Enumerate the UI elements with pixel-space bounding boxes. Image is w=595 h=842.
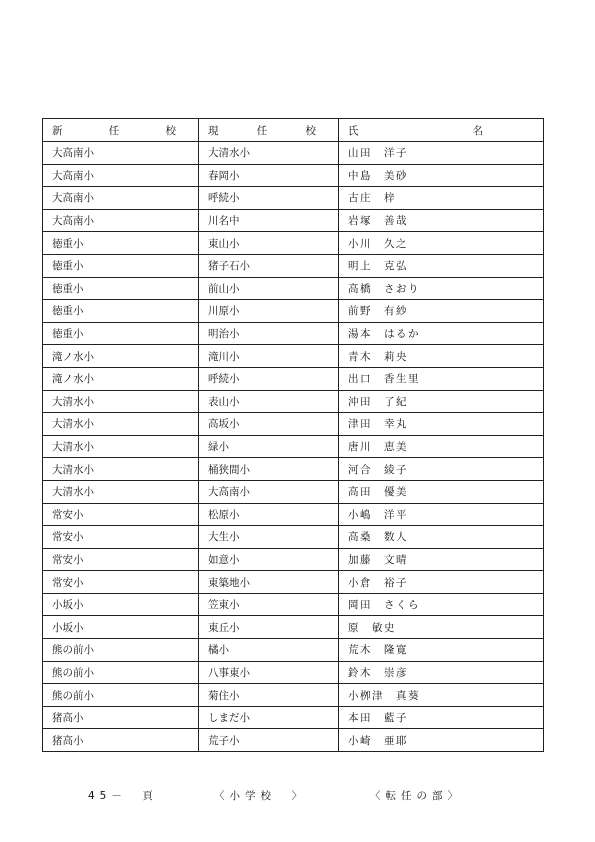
page-number: 45－ 頁 <box>88 790 158 802</box>
new-school-cell: 大高南小 <box>43 142 199 165</box>
new-school-cell: 滝ノ水小 <box>43 367 199 390</box>
table-row <box>43 480 544 503</box>
current-school-cell: 菊住小 <box>199 684 339 707</box>
new-school-cell: 大清水小 <box>43 390 199 413</box>
new-school-cell: 常安小 <box>43 503 199 526</box>
new-school-cell: 常安小 <box>43 548 199 571</box>
name-cell: 小崎 亜耶 <box>339 729 544 752</box>
table-row <box>43 593 544 616</box>
table-row <box>43 277 544 300</box>
table-row <box>43 729 544 752</box>
table-row <box>43 706 544 729</box>
name-cell: 本田 藍子 <box>339 706 544 729</box>
current-school-cell: 猪子石小 <box>199 254 339 277</box>
current-school-cell: 東丘小 <box>199 616 339 639</box>
header-new-school: 新 任 校 <box>43 119 199 142</box>
new-school-cell: 熊の前小 <box>43 639 199 662</box>
name-cell: 沖田 了紀 <box>339 390 544 413</box>
current-school-cell: 明治小 <box>199 322 339 345</box>
new-school-cell: 小坂小 <box>43 593 199 616</box>
transfer-table <box>42 118 544 752</box>
current-school-cell: 大清水小 <box>199 142 339 165</box>
table-row <box>43 322 544 345</box>
table-row <box>43 661 544 684</box>
current-school-cell: 松原小 <box>199 503 339 526</box>
name-cell: 山田 洋子 <box>339 142 544 165</box>
school-type-label: 〈小学校 〉 <box>214 790 307 802</box>
name-cell: 小嶋 洋平 <box>339 503 544 526</box>
name-cell: 出口 香生里 <box>339 367 544 390</box>
current-school-cell: 荒子小 <box>199 729 339 752</box>
current-school-cell: 前山小 <box>199 277 339 300</box>
current-school-cell: 笠東小 <box>199 593 339 616</box>
current-school-cell: 橘小 <box>199 639 339 662</box>
new-school-cell: 大高南小 <box>43 187 199 210</box>
current-school-cell: 川原小 <box>199 300 339 323</box>
table-row <box>43 684 544 707</box>
table-header-row <box>43 119 544 142</box>
current-school-cell: 川名中 <box>199 209 339 232</box>
current-school-cell: 大生小 <box>199 526 339 549</box>
name-cell: 唐川 恵美 <box>339 435 544 458</box>
name-cell: 小倉 裕子 <box>339 571 544 594</box>
table-row <box>43 187 544 210</box>
page-footer <box>0 788 595 804</box>
name-cell: 津田 幸丸 <box>339 413 544 436</box>
current-school-cell: しまだ小 <box>199 706 339 729</box>
name-cell: 荒木 隆寛 <box>339 639 544 662</box>
table-row <box>43 616 544 639</box>
new-school-cell: 常安小 <box>43 526 199 549</box>
table-row <box>43 503 544 526</box>
new-school-cell: 徳重小 <box>43 232 199 255</box>
table-row <box>43 413 544 436</box>
new-school-cell: 大清水小 <box>43 458 199 481</box>
new-school-cell: 徳重小 <box>43 300 199 323</box>
current-school-cell: 滝川小 <box>199 345 339 368</box>
name-cell: 古庄 梓 <box>339 187 544 210</box>
header-name: 氏 名 <box>339 119 544 142</box>
name-cell: 明上 克弘 <box>339 254 544 277</box>
current-school-cell: 東築地小 <box>199 571 339 594</box>
name-cell: 原 敏史 <box>339 616 544 639</box>
current-school-cell: 八事東小 <box>199 661 339 684</box>
name-cell: 小川 久之 <box>339 232 544 255</box>
name-cell: 加藤 文晴 <box>339 548 544 571</box>
new-school-cell: 常安小 <box>43 571 199 594</box>
name-cell: 湯本 はるか <box>339 322 544 345</box>
name-cell: 高田 優美 <box>339 480 544 503</box>
table-row <box>43 142 544 165</box>
current-school-cell: 呼続小 <box>199 367 339 390</box>
name-cell: 中島 美砂 <box>339 164 544 187</box>
new-school-cell: 猪高小 <box>43 729 199 752</box>
name-cell: 高橋 さおり <box>339 277 544 300</box>
new-school-cell: 徳重小 <box>43 322 199 345</box>
table-row <box>43 548 544 571</box>
table-body <box>43 142 544 752</box>
new-school-cell: 大清水小 <box>43 480 199 503</box>
name-cell: 青木 莉央 <box>339 345 544 368</box>
current-school-cell: 表山小 <box>199 390 339 413</box>
new-school-cell: 徳重小 <box>43 277 199 300</box>
table-row <box>43 254 544 277</box>
table-row <box>43 345 544 368</box>
header-current-school: 現 任 校 <box>199 119 339 142</box>
name-cell: 小栁津 真葵 <box>339 684 544 707</box>
name-cell: 前野 有紗 <box>339 300 544 323</box>
new-school-cell: 徳重小 <box>43 254 199 277</box>
table-row <box>43 367 544 390</box>
table-row <box>43 209 544 232</box>
new-school-cell: 滝ノ水小 <box>43 345 199 368</box>
current-school-cell: 高坂小 <box>199 413 339 436</box>
section-label: 〈転任の部〉 <box>370 790 463 802</box>
table-row <box>43 526 544 549</box>
table-row <box>43 435 544 458</box>
name-cell: 河合 綾子 <box>339 458 544 481</box>
new-school-cell: 大高南小 <box>43 164 199 187</box>
table-row <box>43 164 544 187</box>
current-school-cell: 緑小 <box>199 435 339 458</box>
name-cell: 高桑 数人 <box>339 526 544 549</box>
current-school-cell: 桶狭間小 <box>199 458 339 481</box>
name-cell: 鈴木 崇彦 <box>339 661 544 684</box>
table-row <box>43 232 544 255</box>
new-school-cell: 大清水小 <box>43 413 199 436</box>
table-row <box>43 300 544 323</box>
new-school-cell: 小坂小 <box>43 616 199 639</box>
new-school-cell: 熊の前小 <box>43 661 199 684</box>
current-school-cell: 大高南小 <box>199 480 339 503</box>
current-school-cell: 春岡小 <box>199 164 339 187</box>
current-school-cell: 如意小 <box>199 548 339 571</box>
current-school-cell: 東山小 <box>199 232 339 255</box>
new-school-cell: 大高南小 <box>43 209 199 232</box>
table-row <box>43 571 544 594</box>
table-row <box>43 390 544 413</box>
new-school-cell: 猪高小 <box>43 706 199 729</box>
current-school-cell: 呼続小 <box>199 187 339 210</box>
table-row <box>43 639 544 662</box>
name-cell: 岩塚 善哉 <box>339 209 544 232</box>
name-cell: 岡田 さくら <box>339 593 544 616</box>
new-school-cell: 大清水小 <box>43 435 199 458</box>
new-school-cell: 熊の前小 <box>43 684 199 707</box>
table-row <box>43 458 544 481</box>
